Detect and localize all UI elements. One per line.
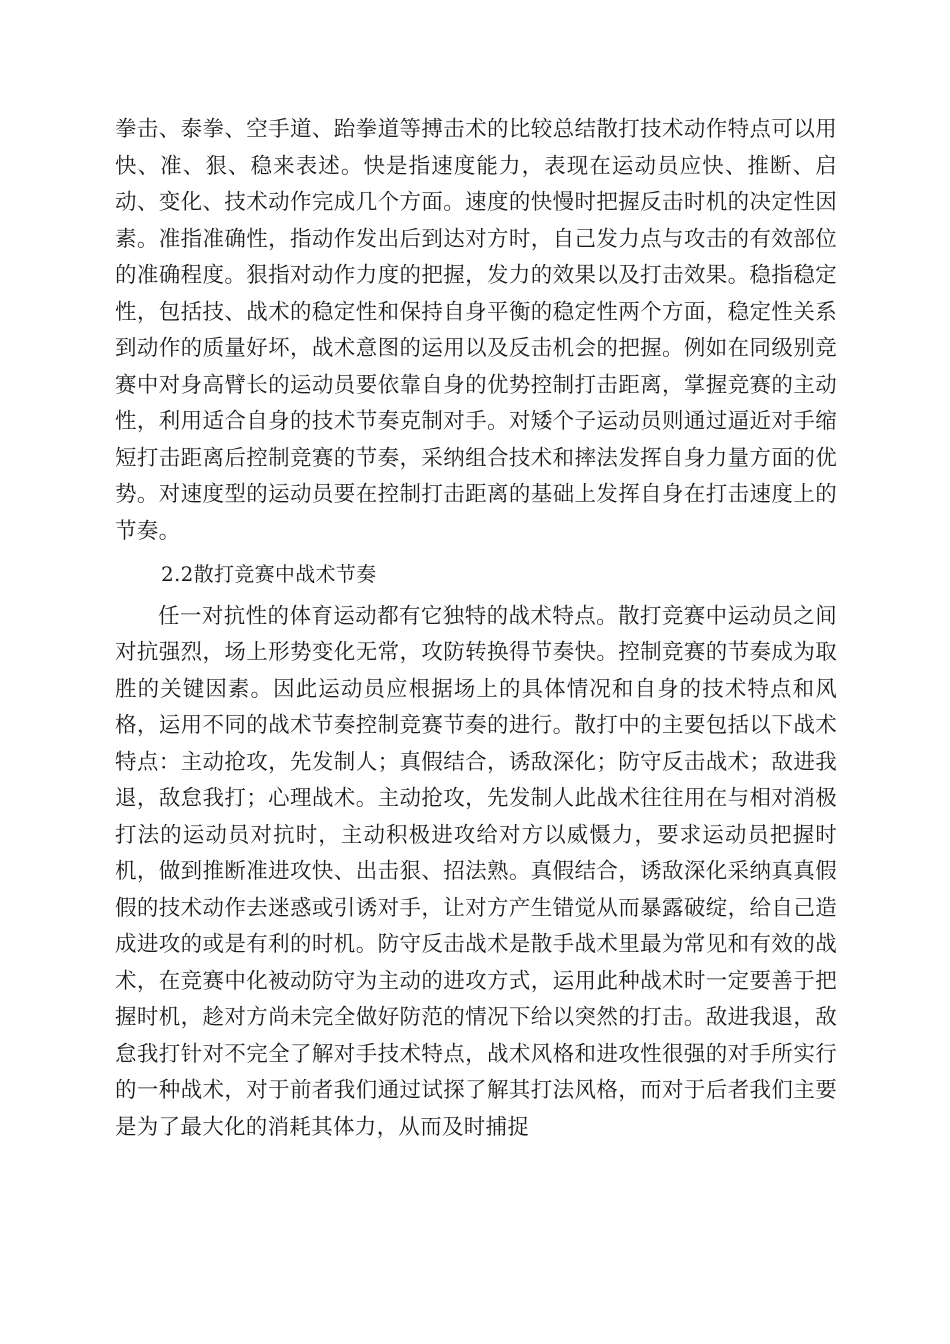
section-heading: 2.2散打竞赛中战术节奏: [161, 562, 377, 586]
body-paragraph: 任一对抗性的体育运动都有它独特的战术特点。散打竞赛中运动员之间对抗强烈，场上形势变化无常，攻防转换得节奏快。控制竞赛的节奏成为取胜的关键因素。因此运动员应根据场上的具体情况和自身的技术特点和风格，运用不同的战术节奏控制竞赛节奏的进行。散打中的主要包括以下战术特点：主动抢攻，先发制人；真假结合，诱敌深化；防守反击战术；敌进我退，敌怠我打；心理战术。主动抢攻，先发制人此战术往往用在与相对消极打法的运动员对抗时，主动积极进攻给对方以威慑力，要求运动员把握时机，做到推断准进攻快、出击狠、招法熟。真假结合，诱敌深化采纳真真假假的技术动作去迷惑或引诱对手，让对方产生错觉从而暴露破绽，给自己造成进攻的或是有利的时机。防守反击战术是散手战术里最为常见和有效的战术，在竞赛中化被动防守为主动的进攻方式，运用此种战术时一定要善于把握时机，趁对方尚未完全做好防范的情况下给以突然的打击。敌进我退，敌怠我打针对不完全了解对手技术特点，战术风格和进攻性很强的对手所实行的一种战术，对于前者我们通过试探了解其打法风格，而对于后者我们主要是为了最大化的消耗其体力，从而及时捕捉: [115, 603, 837, 1140]
document-page: [115, 112, 837, 1146]
body-paragraph-continued: 拳击、泰拳、空手道、跆拳道等搏击术的比较总结散打技术动作特点可以用快、准、狠、稳来表述。快是指速度能力，表现在运动员应快、推断、启动、变化、技术动作完成几个方面。速度的快慢时把握反击时机的决定性因素。准指准确性，指动作发出后到达对方时，自己发力点与攻击的有效部位的准确程度。狠指对动作力度的把握，发力的效果以及打击效果。稳指稳定性，包括技、战术的稳定性和保持自身平衡的稳定性两个方面，稳定性关系到动作的质量好坏，战术意图的运用以及反击机会的把握。例如在同级别竞赛中对身高臂长的运动员要依靠自身的优势控制打击距离，掌握竞赛的主动性，利用适合自身的技术节奏克制对手。对矮个子运动员则通过逼近对手缩短打击距离后控制竞赛的节奏，采纳组合技术和摔法发挥自身力量方面的优势。对速度型的运动员要在控制打击距离的基础上发挥自身在打击速度上的节奏。: [115, 117, 837, 544]
